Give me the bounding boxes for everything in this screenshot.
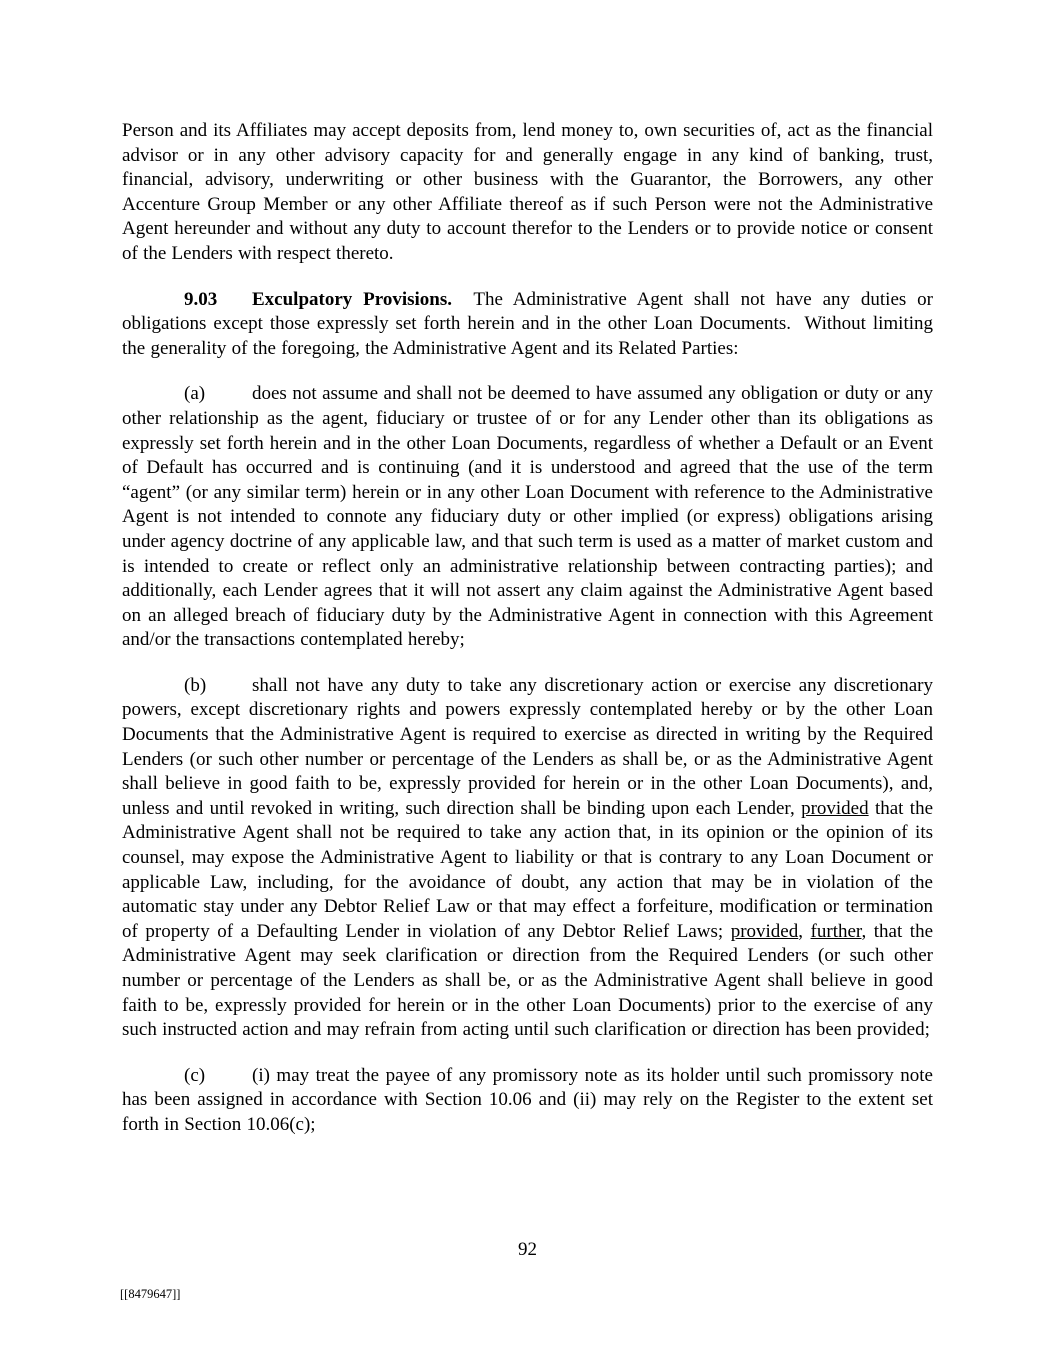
paragraph-clause-c <box>122 1064 933 1138</box>
text-run: shall not have any duty to take any discretionary action or exercise any discretionary powers, except discretionary rights and powers expressly contemplated hereby or by the other Loan Documents that the Administrative Agent is required to exercise as directed in writing by the Required Lenders (or such other number or percentage of the Lenders as shall be, or as the Administrative Agent shall believe in good faith to be, expressly provided for herein or in the other Loan Documents), and, unless and until revoked in writing, such direction shall be binding upon each Lender, <box>122 674 933 819</box>
text-run: does not assume and shall not be deemed to have assumed any obligation or duty or any other relationship as the agent, fiduciary or trustee of or for any Lender other than its obligations as expressly set forth herein and in the other Loan Documents, regardless of whether a Default or an Event of Default has occurred and is continuing (and it is understood and agreed that the use of the term “agent” (or any similar term) herein or in any other Loan Document with reference to the Administrative Agent is not intended to connote any fiduciary duty or other implied (or express) obligations arising under agency doctrine of any applicable law, and that such term is used as a matter of market custom and is intended to create or reflect only an administrative relationship between contracting parties); and additionally, each Lender agrees that it will not assert any claim against the Administrative Agent based on an alleged breach of fiduciary duty by the Administrative Agent in connection with this Agreement and/or the transactions contemplated hereby; <box>122 383 933 651</box>
text-run: that the Administrative Agent shall not be required to take any action that, in its opinion or the opinion of its counsel, may expose the Administrative Agent to liability or that is contrary to any Loan Document or applicable Law, including, for the avoidance of doubt, any action that may be in violation of the automatic stay under any Debtor Relief Law or that may effect a forfeiture, modification or termination of property of a Defaulting Lender in violation of any Debtor Relief Laws; <box>122 797 934 942</box>
paragraph-label: (c) <box>184 1064 206 1086</box>
text-run: , that the Administrative Agent may seek clarification or direction from the Required Lenders (or such other number or percentage of the Lenders as shall be, or as the Administrative Agent shall believe in good faith to be, expressly provided for herein or in the other Loan Documents) prior to the exercise of any such instructed action and may refrain from acting until such clarification or direction has been provided; <box>122 920 934 1041</box>
text-run: The Administrative Agent shall not have any duties or obligations except those expressly set forth herein and in the other Loan Documents. Without limiting the generality of the foregoing, the Administrative Agent and its Related Parties: <box>122 288 933 359</box>
document-body <box>122 119 933 1138</box>
text-run: provided <box>730 920 799 942</box>
paragraph-section-9-03 <box>122 288 933 362</box>
paragraph-label: 9.03 <box>184 288 218 310</box>
paragraph-clause-b <box>122 674 933 1043</box>
paragraph-label: (b) <box>184 674 207 696</box>
paragraph-label: (a) <box>184 383 206 405</box>
text-run: (i) may treat the payee of any promissory note as its holder until such promissory note has been assigned in accordance with Section 10.06 and (ii) may rely on the Register to the extent set forth in Section 10.06(c); <box>122 1064 933 1135</box>
text-run: further <box>810 920 862 942</box>
page-number: 92 <box>518 1239 537 1260</box>
text-run: Person and its Affiliates may accept deposits from, lend money to, own securities of, act as the financial advisor or in any other advisory capacity for and generally engage in any kind of banking, trust, financial, advisory, underwriting or other business with the Guarantor, the Borrowers, any other Accenture Group Member or any other Affiliate thereof as if such Person were not the Administrative Agent hereunder and without any duty to account therefor to the Lenders or to provide notice or consent of the Lenders with respect thereto. <box>122 120 933 264</box>
footer-document-id: [[8479647]] <box>120 1287 181 1301</box>
paragraph-continuation <box>122 119 933 267</box>
text-run: , <box>798 920 811 942</box>
text-run: Exculpatory Provisions. <box>252 288 453 310</box>
paragraph-clause-a <box>122 382 933 653</box>
text-run: provided <box>801 797 869 819</box>
